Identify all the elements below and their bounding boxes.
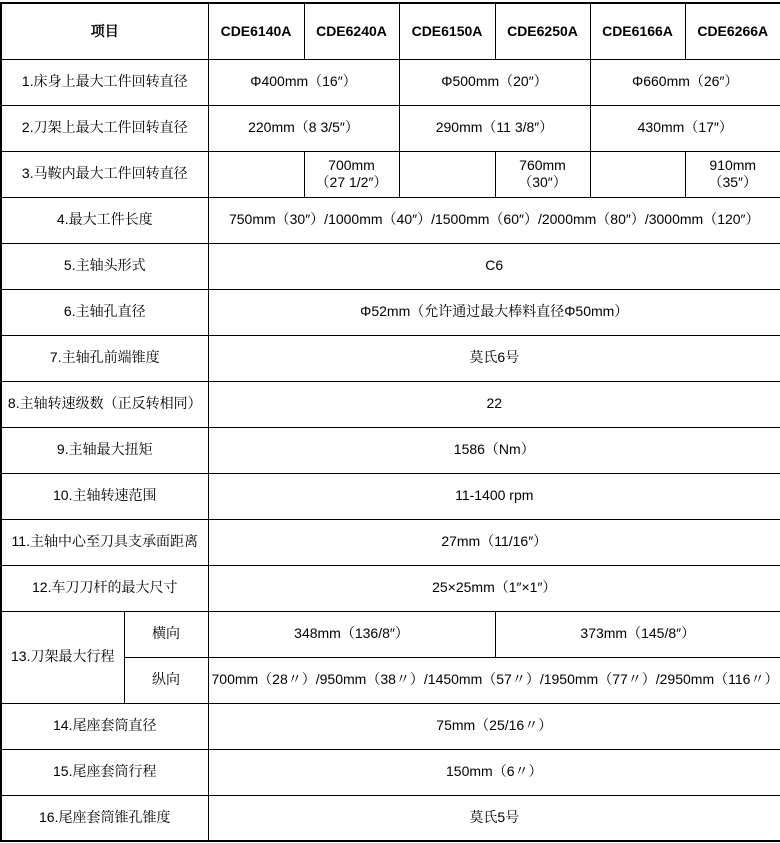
column-header-model: CDE6250A xyxy=(495,3,590,59)
header-row xyxy=(1,3,780,59)
table-row xyxy=(1,795,780,841)
spec-value: 220mm（8 3/5″） xyxy=(208,105,399,151)
row-label: 9.主轴最大扭矩 xyxy=(1,427,208,473)
table-row xyxy=(1,289,780,335)
spec-value: Φ660mm（26″） xyxy=(590,59,780,105)
row-label: 16.尾座套筒锥孔锥度 xyxy=(1,795,208,841)
spec-value: Φ500mm（20″） xyxy=(399,59,590,105)
spec-value: 150mm（6〃） xyxy=(208,749,780,795)
spec-value: 1586（Nm） xyxy=(208,427,780,473)
row-label: 3.马鞍内最大工件回转直径 xyxy=(1,151,208,197)
table-row xyxy=(1,105,780,151)
table-row xyxy=(1,565,780,611)
spec-value: 75mm（25/16〃） xyxy=(208,703,780,749)
column-header-model: CDE6266A xyxy=(685,3,780,59)
spec-value: 27mm（11/16″） xyxy=(208,519,780,565)
table-row xyxy=(1,427,780,473)
value-line2: （35″） xyxy=(708,174,758,190)
spec-value: 11-1400 rpm xyxy=(208,473,780,519)
empty-cell xyxy=(399,151,495,197)
table-row xyxy=(1,381,780,427)
table-row xyxy=(1,749,780,795)
table-row xyxy=(1,335,780,381)
row-label: 7.主轴孔前端锥度 xyxy=(1,335,208,381)
spec-value: 750mm（30″）/1000mm（40″）/1500mm（60″）/2000mm（80″）/3000mm（120″） xyxy=(208,197,780,243)
spec-value: 25×25mm（1″×1″） xyxy=(208,565,780,611)
column-header-model: CDE6240A xyxy=(304,3,399,59)
spec-value: 348mm（136/8″） xyxy=(208,611,495,657)
sub-row-label-horizontal: 横向 xyxy=(124,611,208,657)
row-label: 2.刀架上最大工件回转直径 xyxy=(1,105,208,151)
column-header-model: CDE6140A xyxy=(208,3,304,59)
spec-value: 22 xyxy=(208,381,780,427)
row-label: 10.主轴转速范围 xyxy=(1,473,208,519)
empty-cell xyxy=(590,151,685,197)
spec-value: 430mm（17″） xyxy=(590,105,780,151)
spec-value xyxy=(685,151,780,197)
table-row xyxy=(1,519,780,565)
column-header-item: 项目 xyxy=(1,3,208,59)
spec-value: 莫氏5号 xyxy=(208,795,780,841)
spec-table xyxy=(0,2,780,842)
table-row xyxy=(1,611,780,657)
table-row xyxy=(1,243,780,289)
row-label: 1.床身上最大工件回转直径 xyxy=(1,59,208,105)
empty-cell xyxy=(208,151,304,197)
spec-value: Φ52mm（允许通过最大棒料直径Φ50mm） xyxy=(208,289,780,335)
table-row xyxy=(1,151,780,197)
column-header-model: CDE6150A xyxy=(399,3,495,59)
value-line2: （27 1/2″） xyxy=(315,174,388,190)
spec-value: 290mm（11 3/8″） xyxy=(399,105,590,151)
row-label: 12.车刀刀杆的最大尺寸 xyxy=(1,565,208,611)
spec-value: C6 xyxy=(208,243,780,289)
value-line1: 760mm xyxy=(519,156,566,173)
table-row xyxy=(1,59,780,105)
row-label: 15.尾座套筒行程 xyxy=(1,749,208,795)
row-label: 14.尾座套筒直径 xyxy=(1,703,208,749)
row-label: 11.主轴中心至刀具支承面距离 xyxy=(1,519,208,565)
spec-value: Φ400mm（16″） xyxy=(208,59,399,105)
spec-value xyxy=(304,151,399,197)
row-label: 6.主轴孔直径 xyxy=(1,289,208,335)
value-line2: （30″） xyxy=(518,174,567,190)
spec-value: 700mm（28〃）/950mm（38〃）/1450mm（57〃）/1950mm（77〃）/2950mm（116〃） xyxy=(208,657,780,703)
spec-value: 莫氏6号 xyxy=(208,335,780,381)
sub-row-label-vertical: 纵向 xyxy=(124,657,208,703)
column-header-model: CDE6166A xyxy=(590,3,685,59)
table-row xyxy=(1,703,780,749)
table-row xyxy=(1,197,780,243)
spec-value: 373mm（145/8″） xyxy=(495,611,780,657)
table-row xyxy=(1,473,780,519)
row-label: 13.刀架最大行程 xyxy=(1,611,124,703)
value-line1: 700mm xyxy=(328,156,375,173)
row-label: 5.主轴头形式 xyxy=(1,243,208,289)
row-label: 4.最大工件长度 xyxy=(1,197,208,243)
spec-value xyxy=(495,151,590,197)
value-line1: 910mm xyxy=(709,156,757,173)
row-label: 8.主轴转速级数（正反转相同） xyxy=(1,381,208,427)
